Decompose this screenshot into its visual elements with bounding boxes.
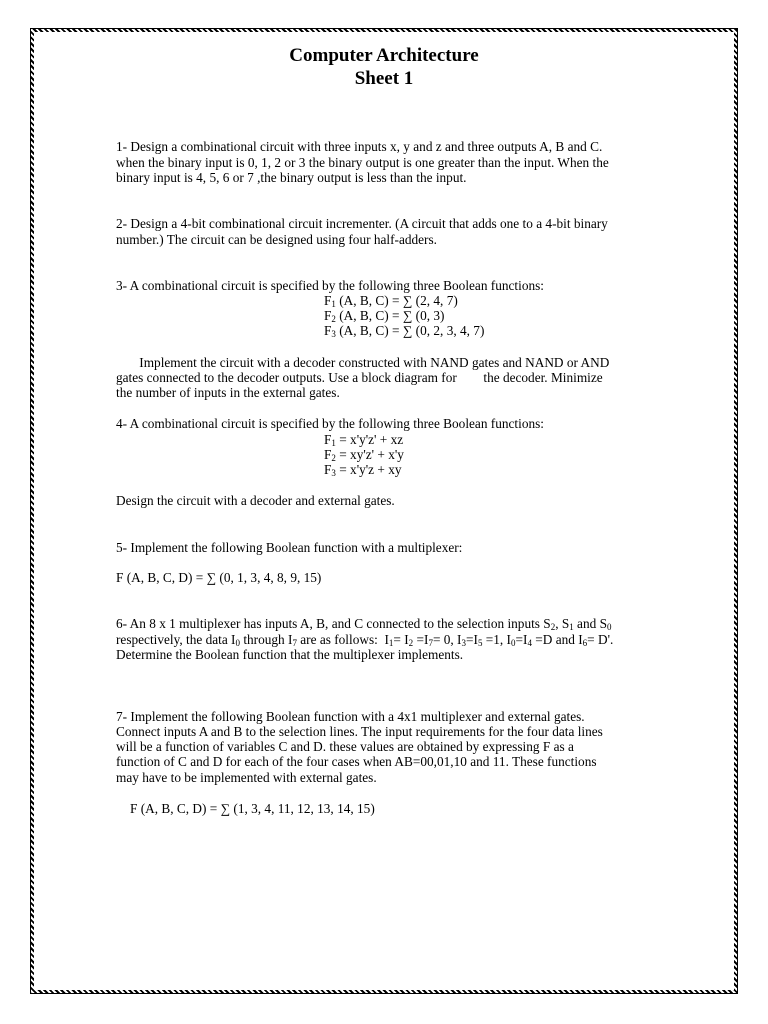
question-3-line: 3- A combinational circuit is specified by the following three Boolean functions: [116,278,544,293]
question-6-line: Determine the Boolean function that the multiplexer implements. [116,647,464,662]
question-7-line: will be a function of variables C and D. these values are obtained by expressing F as a [116,739,574,754]
question-2-line: number.) The circuit can be designed using four half-adders. [116,232,437,247]
question-7-line: 7- Implement the following Boolean function with a 4x1 multiplexer and external gates. [116,709,585,724]
boolean-function: $F_2$ (A, B, C) = ∑ (0, 3) [324,308,445,324]
boolean-function: $F_3$ (A, B, C) = ∑ (0, 2, 3, 4, 7) [324,323,485,339]
boolean-function: F (A, B, C, D) = ∑ (0, 1, 3, 4, 8, 9, 15) [116,570,322,585]
boolean-function: $F_1 = x'y'z'$ + xz [324,432,404,448]
question-3-line: gates connected to the decoder outputs. Use a block diagram for the decoder. Minimize [116,370,603,385]
question-1-line: binary input is 4, 5, 6 or 7 ,the binary output is less than the input. [116,170,467,185]
question-4-line: 4- A combinational circuit is specified by the following three Boolean functions: [116,416,544,431]
document-subtitle: Sheet 1 [354,68,414,89]
boolean-function: $F_2 = xy'z' + x'y$ [324,447,404,463]
boolean-function: $F_3 = x'y'z$ + xy [324,462,402,478]
question-6-line: respectively, the data $I_0$ through $I_7$ are as follows: $I_1= I_2 =I_7= 0$, $I_3=I_5 =1$, $I_0=I_4 =D$ and $I_6= D'$. [116,632,614,648]
question-7-line: Connect inputs A and B to the selection lines. The input requirements for the four data lines [116,724,603,739]
question-4-line: Design the circuit with a decoder and external gates. [116,493,395,508]
question-1-line: when the binary input is 0, 1, 2 or 3 the binary output is one greater than the input. When the [116,155,609,170]
document-title: Computer Architecture [289,45,479,66]
question-6-line: 6- An 8 x 1 multiplexer has inputs A, B, and C connected to the selection inputs $S_2$, $S_1$ and $S_0$ [116,616,612,632]
question-3-line: the number of inputs in the external gates. [116,385,340,400]
question-3-line: Implement the circuit with a decoder constructed with NAND gates and NAND or AND [116,355,610,370]
boolean-function: $F_1$ (A, B, C) = ∑ (2, 4, 7) [324,293,458,309]
question-7-line: function of C and D for each of the four cases when AB=00,01,10 and 11. These functions [116,754,597,769]
question-1-line: 1- Design a combinational circuit with three inputs x, y and z and three outputs A, B and C. [116,139,603,154]
question-7-line: may have to be implemented with external gates. [116,770,377,785]
question-2-line: 2- Design a 4-bit combinational circuit incrementer. (A circuit that adds one to a 4-bit binary [116,216,608,231]
boolean-function: F (A, B, C, D) = ∑ (1, 3, 4, 11, 12, 13, 14, 15) [130,801,375,816]
question-5-line: 5- Implement the following Boolean function with a multiplexer: [116,540,463,555]
